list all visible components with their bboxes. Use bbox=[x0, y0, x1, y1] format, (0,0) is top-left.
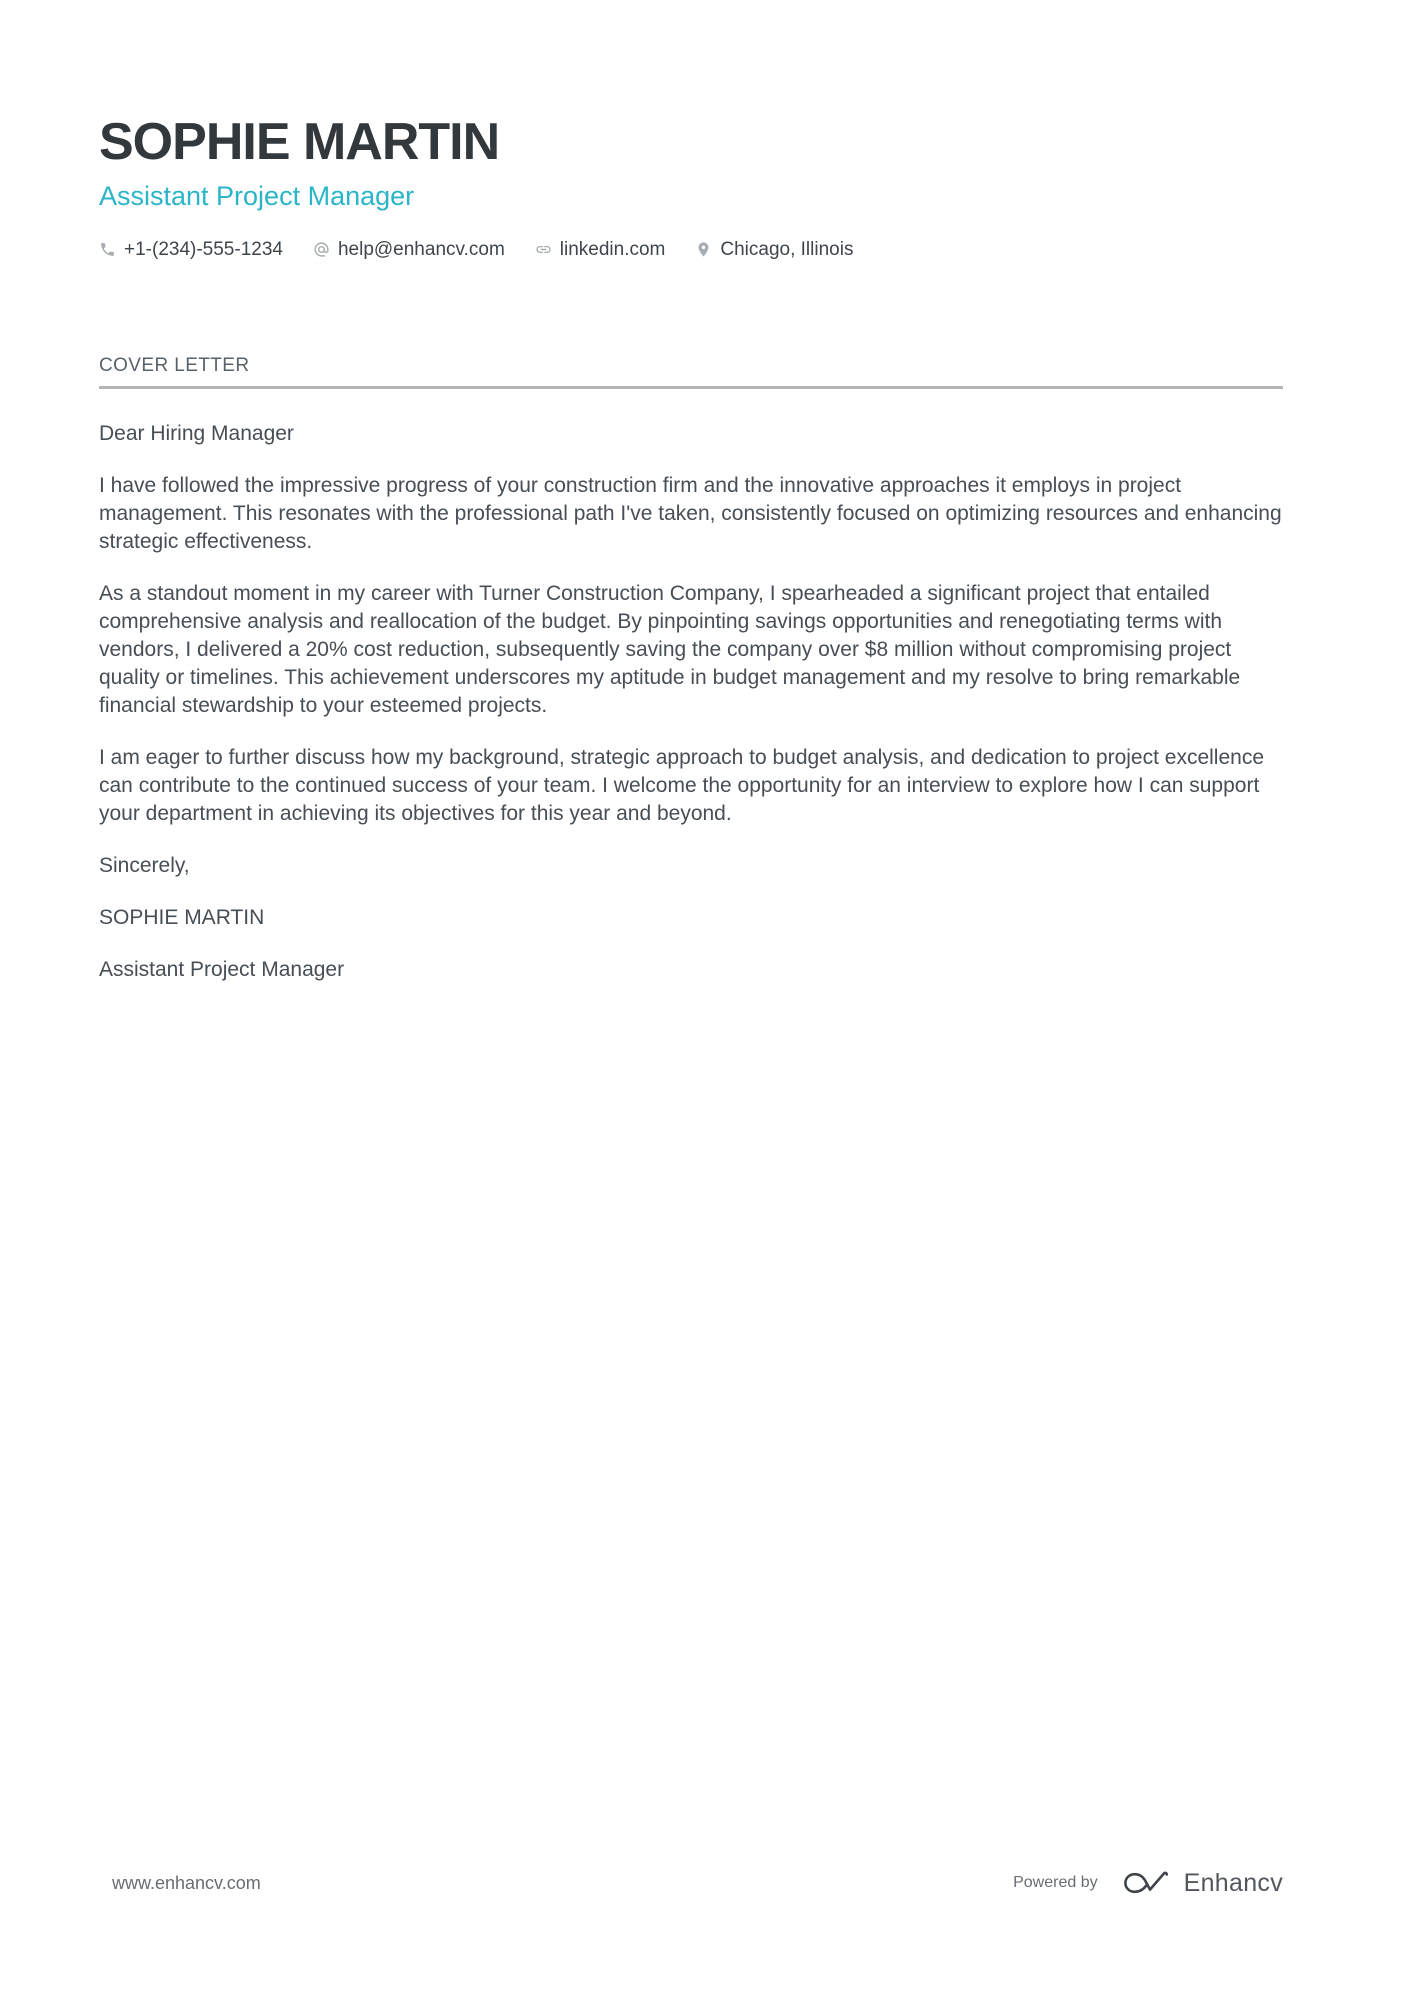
letter-content bbox=[99, 0, 1283, 1008]
powered-by-label: Powered by bbox=[1013, 1874, 1098, 1891]
contact-row bbox=[99, 239, 1283, 261]
section-divider bbox=[99, 386, 1283, 389]
enhancv-wordmark: Enhancv bbox=[1183, 1868, 1283, 1897]
contact-location-text: Chicago, Illinois bbox=[720, 238, 854, 260]
letter-body bbox=[99, 420, 1283, 984]
contact-location bbox=[695, 239, 853, 261]
phone-icon bbox=[99, 241, 116, 258]
contact-linkedin-text: linkedin.com bbox=[559, 238, 666, 260]
signature-title: Assistant Project Manager bbox=[99, 957, 345, 981]
link-icon bbox=[535, 241, 552, 258]
at-sign-icon bbox=[313, 241, 330, 258]
section-title: COVER LETTER bbox=[99, 354, 250, 376]
contact-email-text: help@enhancv.com bbox=[337, 238, 505, 260]
contact-linkedin[interactable] bbox=[535, 239, 666, 261]
contact-phone bbox=[99, 239, 283, 261]
website-link[interactable]: www.enhancv.com bbox=[112, 1872, 261, 1893]
person-name: SOPHIE MARTIN bbox=[99, 113, 500, 171]
person-job-title: Assistant Project Manager bbox=[99, 181, 415, 211]
contact-phone-text: +1-(234)-555-1234 bbox=[124, 238, 283, 260]
paragraph: I am eager to further discuss how my background, strategic approach to budget analysis, and dedication to project excellence can contribute to the continued success of your team. I welcome the opportunity for an interview to explore how I can support your department in achieving its objectives for this year and beyond. bbox=[99, 745, 1264, 825]
enhancv-logo-icon bbox=[1122, 1869, 1172, 1897]
page-footer bbox=[112, 1862, 1283, 1904]
closing: Sincerely, bbox=[99, 853, 190, 877]
salutation: Dear Hiring Manager bbox=[99, 421, 294, 445]
paragraph: As a standout moment in my career with Turner Construction Company, I spearheaded a significant project that entailed comprehensive analysis and reallocation of the budget. By pinpointing savings opportunities and renegotiating terms with vendors, I delivered a 20% cost reduction, subsequently saving the company over $8 million without compromising project quality or timelines. This achievement underscores my aptitude in budget management and my resolve to bring remarkable financial stewardship to your esteemed projects. bbox=[99, 581, 1241, 717]
paragraph: I have followed the impressive progress of your construction firm and the innovative approaches it employs in project management. This resonates with the professional path I've taken, consistently focused on optimizing resources and enhancing strategic effectiveness. bbox=[99, 473, 1282, 553]
contact-email[interactable] bbox=[313, 239, 505, 261]
section-header bbox=[99, 355, 1283, 389]
signature-name: SOPHIE MARTIN bbox=[99, 905, 265, 929]
location-pin-icon bbox=[695, 241, 712, 258]
powered-by-brand[interactable] bbox=[1013, 1869, 1283, 1898]
